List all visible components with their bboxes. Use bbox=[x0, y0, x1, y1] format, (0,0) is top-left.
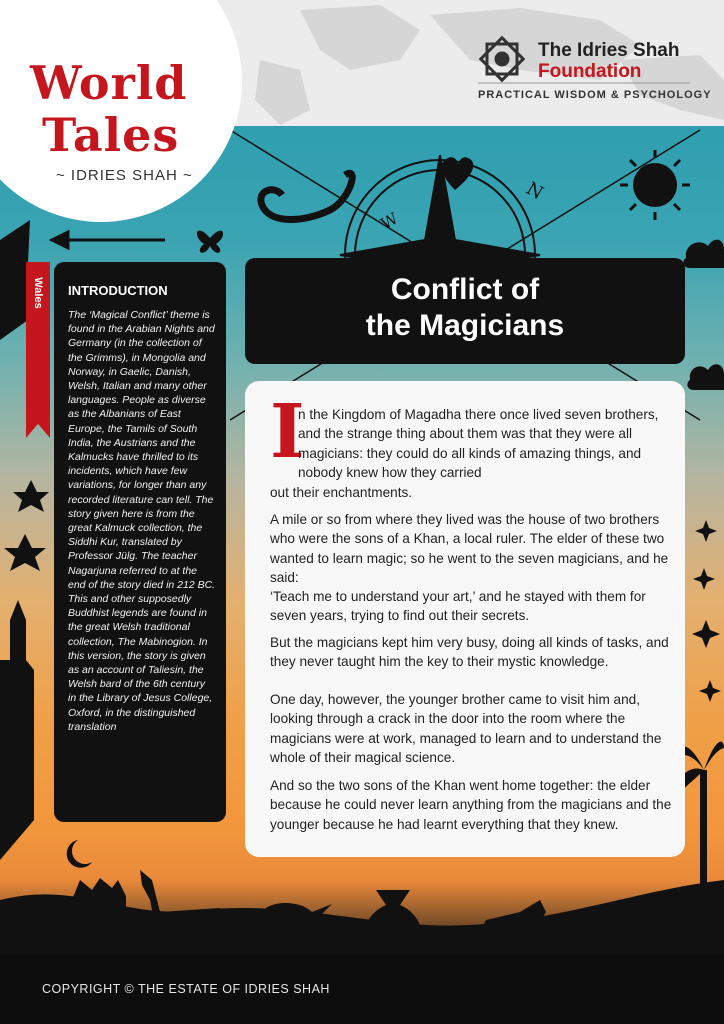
story-paragraph-1: n the Kingdom of Magadha there once lived seven brothers, and the strange thing about them was that they were all magicians: they could do all kinds of amazing things, and nobody knew how they carried bbox=[298, 407, 659, 481]
logo-author: ~ IDRIES SHAH ~ bbox=[56, 167, 193, 184]
tent-icon bbox=[0, 220, 30, 262]
logo-world: World bbox=[30, 56, 188, 110]
foundation-tagline: PRACTICAL WISDOM & PSYCHOLOGY bbox=[478, 89, 712, 101]
star-icon bbox=[695, 520, 717, 542]
copyright-notice: COPYRIGHT © THE ESTATE OF IDRIES SHAH bbox=[42, 982, 330, 996]
story-paragraph-4: But the magicians kept him very busy, doing all kinds of tasks, and they never taught him the key to their mystic knowledge. bbox=[270, 635, 669, 670]
arrow-icon bbox=[52, 232, 165, 248]
foundation-name: The Idries Shah bbox=[538, 40, 680, 61]
minaret-icon bbox=[0, 600, 34, 860]
story-title-line2: the Magicians bbox=[365, 309, 565, 342]
crescent-moon-icon bbox=[67, 840, 92, 868]
svg-text:N: N bbox=[522, 178, 547, 205]
story-title bbox=[245, 272, 685, 344]
story-paragraph-6: And so the two sons of the Khan went home together: the elder because he could never learn anything from the magicians and the younger because he had learnt everything that they knew. bbox=[270, 778, 672, 832]
story-paragraph-2: A mile or so from where they lived was the house of two brothers who were the sons of a Khan, a local ruler. The elder of these two wanted to learn magic; so he went to the seven magicians, and he said: bbox=[270, 512, 669, 586]
introduction-text: The ‘Magical Conflict’ theme is found in the Arabian Nights and Germany (in the collection of the Grimms), in Mongolia and Norway, in Gaelic, Danish, Welsh, Italian and many other languages. People as diverse as the Albanians of East Europe, the Tamils of South India, the Austrians and the Kalmucks have thrilled to its incidents, which have few variations, for longer than any recorded literature can tell. The story given here is from the great Kalmuck collection, the Siddhi Kur, translated by Professor Jülg. The teacher Nagarjuna referred to at the end of the story died in 212 BC. This and other supposedly Buddhist legends are found in the great Welsh traditional collection, The Mabinogion. In this version, the story is given as an account of Taliesin, the Welsh bard of the 6th century in the Library of Jesus College, Oxford, in the distinguished translation bbox=[68, 309, 216, 733]
star-icon bbox=[699, 680, 721, 702]
foundation-name-line2: Foundation bbox=[538, 61, 642, 82]
sun-icon bbox=[620, 150, 690, 220]
story-paragraph-5: One day, however, the younger brother came to visit him and, looking through a crack in the door into the room where the magicians were at work, managed to learn and to understand the whole of their magical science. bbox=[270, 692, 662, 766]
flower-icon bbox=[13, 480, 49, 512]
introduction-heading: INTRODUCTION bbox=[68, 283, 168, 298]
star-icon bbox=[693, 568, 715, 590]
cloud-icon bbox=[687, 364, 724, 390]
money-sack-icon bbox=[364, 890, 421, 958]
cloud-icon bbox=[683, 240, 724, 268]
world-map-icon bbox=[255, 5, 724, 125]
svg-text:W: W bbox=[377, 208, 402, 234]
drop-cap: I bbox=[270, 389, 305, 475]
star-icon bbox=[692, 620, 720, 648]
foundation-logo-icon bbox=[481, 38, 523, 80]
logo-tales: Tales bbox=[42, 108, 180, 162]
flower-icon bbox=[4, 534, 46, 571]
story-title-line1: Conflict of bbox=[390, 273, 540, 306]
story-paragraph-3: ‘Teach me to understand your art,’ and he stayed with them for seven years, trying to find out their secrets. bbox=[270, 589, 646, 624]
story-paragraph-1-end: out their enchantments. bbox=[270, 485, 413, 500]
region-label: Wales bbox=[32, 277, 44, 309]
butterfly-icon bbox=[197, 231, 223, 253]
